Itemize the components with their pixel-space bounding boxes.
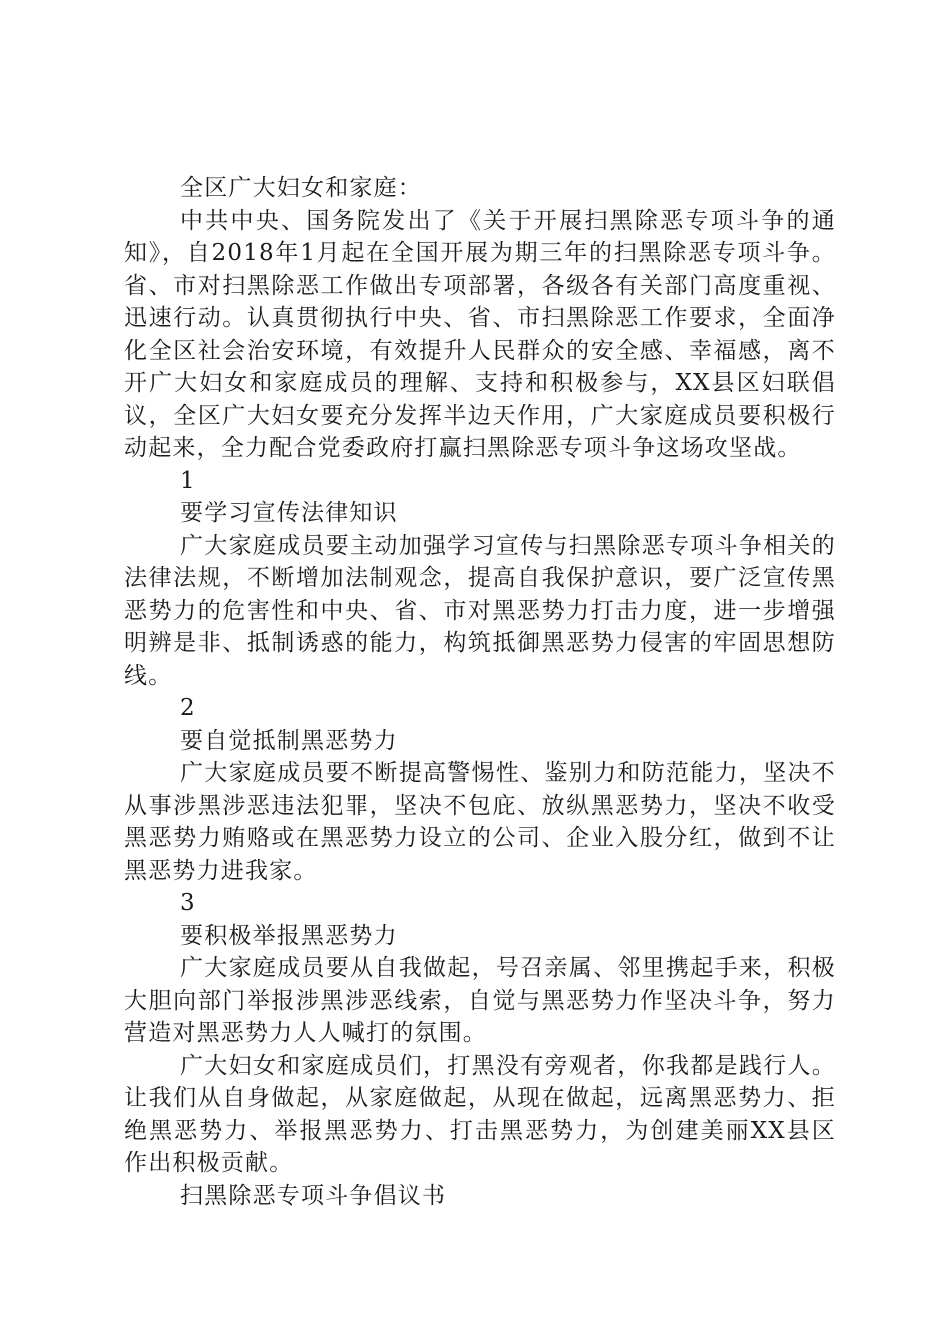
section-number-1: 1 bbox=[180, 467, 196, 494]
intro-paragraph: 中共中央、国务院发出了《关于开展扫黑除恶专项斗争的通知》，自2018年1月起在全国开展为期三年的扫黑除恶专项斗争。省、市对扫黑除恶工作做出专项部署，各级各有关部门高度重视、迅速行动。认真贯彻执行中央、省、市扫黑除恶工作要求，全面净化全区社会治安环境，有效提升人民群众的安全感、幸福感，离不开广大妇女和家庭成员的理解、支持和积极参与，XX县区妇联倡议，全区广大妇女要充分发挥半边天作用，广大家庭成员要积极行动起来，全力配合党委政府打赢扫黑除恶专项斗争这场攻坚战。 bbox=[124, 207, 836, 461]
section-body-2: 广大家庭成员要不断提高警惕性、鉴别力和防范能力，坚决不从事涉黑涉恶违法犯罪，坚决不包庇、放纵黑恶势力，坚决不收受黑恶势力贿赂或在黑恶势力设立的公司、企业入股分红，做到不让黑恶势力进我家。 bbox=[124, 760, 836, 884]
section-heading-1: 要学习宣传法律知识 bbox=[180, 500, 398, 526]
document-title-footer: 扫黑除恶专项斗争倡议书 bbox=[180, 1182, 447, 1209]
section-heading-3: 要积极举报黑恶势力 bbox=[180, 922, 398, 949]
section-heading-2: 要自觉抵制黑恶势力 bbox=[180, 727, 398, 754]
section-number-2: 2 bbox=[180, 695, 196, 721]
closing-paragraph: 广大妇女和家庭成员们，打黑没有旁观者，你我都是践行人。让我们从自身做起，从家庭做起，从现在做起，远离黑恶势力、拒绝黑恶势力、举报黑恶势力、打击黑恶势力，为创建美丽XX县区作出积极贡献。 bbox=[124, 1052, 836, 1176]
section-body-3: 广大家庭成员要从自我做起，号召亲属、邻里携起手来，积极大胆向部门举报涉黑涉恶线索，自觉与黑恶势力作坚决斗争，努力营造对黑恶势力人人喊打的氛围。 bbox=[124, 955, 836, 1046]
section-body-1: 广大家庭成员要主动加强学习宣传与扫黑除恶专项斗争相关的法律法规，不断增加法制观念，提高自我保护意识，要广泛宣传黑恶势力的危害性和中央、省、市对黑恶势力打击力度，进一步增强明辨是非、抵制诱惑的能力，构筑抵御黑恶势力侵害的牢固思想防线。 bbox=[124, 532, 836, 689]
salutation: 全区广大妇女和家庭： bbox=[180, 175, 422, 201]
document-page bbox=[124, 172, 836, 1212]
section-number-3: 3 bbox=[180, 890, 196, 916]
